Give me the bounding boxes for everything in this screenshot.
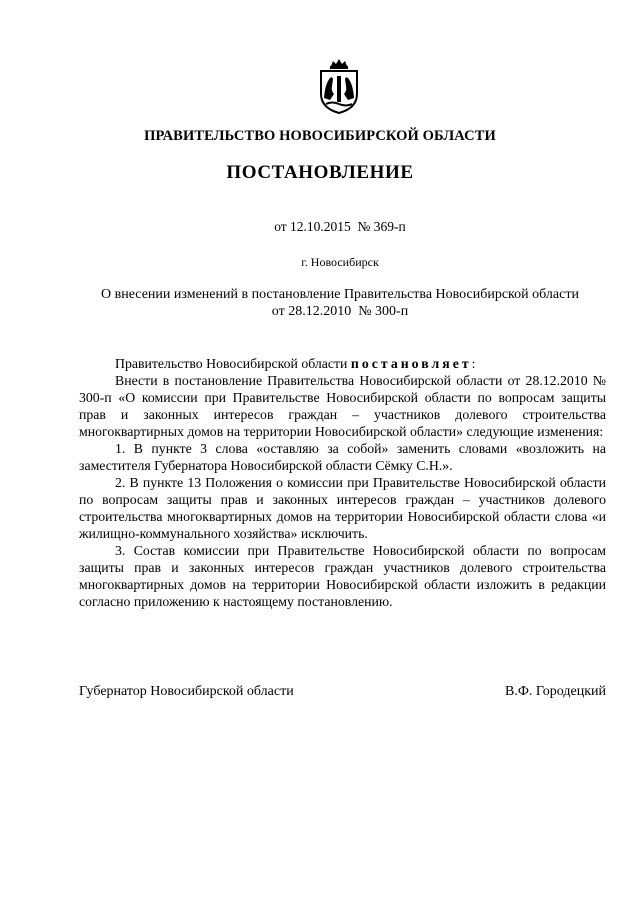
signatory-name: В.Ф. Городецкий [505,684,606,699]
intro-suffix: : [471,356,476,371]
paragraph-item-3: 3. Состав комиссии при Правительстве Новосибирской области по вопросам защиты прав и законных интересов граждан участников долевого строительства многоквартирных домов на территории Новосибирской области изложить в редакции согласно приложению к настоящему постановлению. [79,543,606,609]
paragraph-main: Внести в постановление Правительства Новосибирской области от 28.12.2010 № 300-п «О комиссии при Правительстве Новосибирской области по вопросам защиты прав и законных интересов граждан – участников долевого строительства многоквартирных домов на территории Новосибирской области» следующие изменения: [79,373,606,439]
paragraph-item-2: 2. В пункте 13 Положения о комиссии при Правительстве Новосибирской области по вопросам защиты прав и законных интересов граждан – участников долевого строительства многоквартирных домов на территории Новосибирской области слова «и жилищно-коммунального хозяйства» исключить. [79,475,606,541]
document-date-number: от 12.10.2015 № 369-п [274,219,406,234]
document-body [79,355,606,610]
document-city: г. Новосибирск [301,255,379,269]
intro-paragraph [79,355,606,372]
paragraph-item-1: 1. В пункте 3 слова «оставляю за собой» заменить словами «возложить на заместителя Губернатора Новосибирской области Сёмку С.Н.». [79,441,606,473]
coat-of-arms-icon [316,58,362,114]
issuing-authority: ПРАВИТЕЛЬСТВО НОВОСИБИРСКОЙ ОБЛАСТИ [144,128,496,144]
signatory-position: Губернатор Новосибирской области [79,684,294,699]
intro-prefix: Правительство Новосибирской области [115,356,351,371]
document-subject [60,286,620,320]
subject-line-2: от 28.12.2010 № 300-п [271,304,409,319]
decree-keyword: постановляет [350,356,472,371]
document-type-title: ПОСТАНОВЛЕНИЕ [226,162,414,183]
subject-line-1: О внесении изменений в постановление Правительства Новосибирской области [101,287,579,302]
